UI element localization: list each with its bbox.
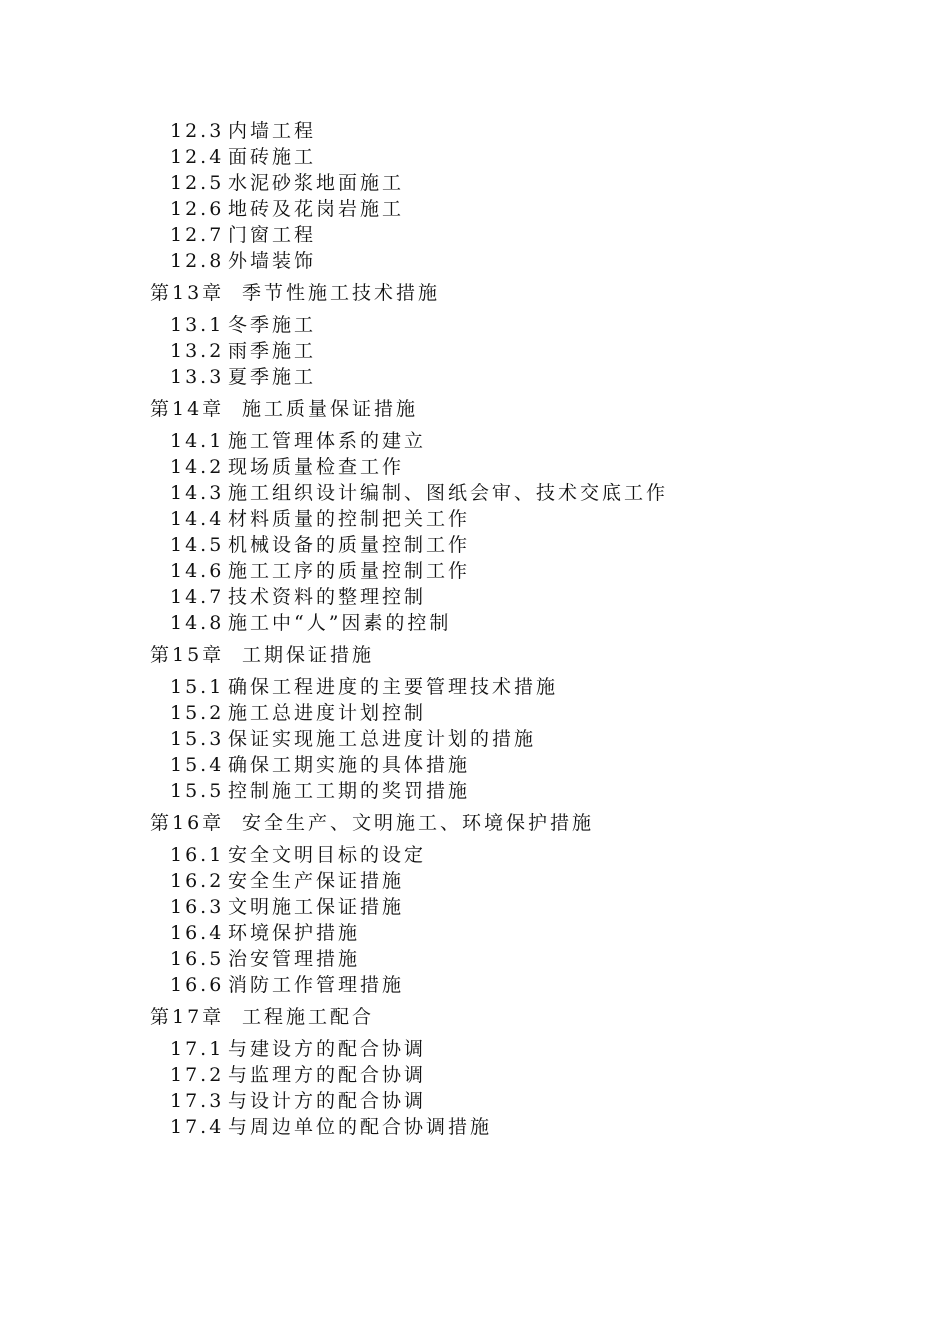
toc-group [150,642,910,804]
section-number: 12.4 [170,146,225,168]
section-number: 14.8 [170,612,225,634]
toc-section[interactable] [150,480,910,506]
chapter-title: 工期保证措施 [242,644,375,666]
section-number: 16.2 [170,870,225,892]
section-title: 施工总进度计划控制 [228,702,427,724]
section-title: 冬季施工 [228,314,317,336]
toc-group [150,1004,910,1140]
section-title: 施工工序的质量控制工作 [228,560,471,582]
toc-section[interactable] [150,946,910,972]
toc-section[interactable] [150,1036,910,1062]
section-title: 环境保护措施 [228,922,361,944]
section-title: 材料质量的控制把关工作 [228,508,471,530]
toc-section[interactable] [150,972,910,998]
section-title: 施工组织设计编制、图纸会审、技术交底工作 [228,482,669,504]
section-title: 夏季施工 [228,366,317,388]
section-title: 水泥砂浆地面施工 [228,172,405,194]
toc-section[interactable] [150,170,910,196]
section-number: 17.3 [170,1090,225,1112]
section-title: 安全文明目标的设定 [228,844,427,866]
section-title: 外墙装饰 [228,250,317,272]
toc-section[interactable] [150,920,910,946]
section-title: 面砖施工 [228,146,317,168]
section-number: 16.4 [170,922,225,944]
chapter-title: 季节性施工技术措施 [242,282,441,304]
section-number: 14.2 [170,456,225,478]
toc-section[interactable] [150,1088,910,1114]
section-number: 14.3 [170,482,225,504]
toc-section[interactable] [150,558,910,584]
chapter-title: 安全生产、文明施工、环境保护措施 [242,812,595,834]
toc-group [150,118,910,274]
section-number: 16.5 [170,948,225,970]
section-number: 17.2 [170,1064,225,1086]
toc-chapter-16[interactable] [150,810,910,836]
section-title: 确保工程进度的主要管理技术措施 [228,676,559,698]
section-number: 13.2 [170,340,225,362]
section-number: 12.8 [170,250,225,272]
section-number: 14.5 [170,534,225,556]
chapter-number: 第13章 [150,282,225,304]
toc-section[interactable] [150,1062,910,1088]
section-title: 治安管理措施 [228,948,361,970]
chapter-number: 第14章 [150,398,225,420]
toc-chapter-15[interactable] [150,642,910,668]
section-number: 15.3 [170,728,225,750]
section-number: 17.1 [170,1038,225,1060]
section-number: 17.4 [170,1116,225,1138]
toc-section[interactable] [150,700,910,726]
section-title: 保证实现施工总进度计划的措施 [228,728,537,750]
section-title: 文明施工保证措施 [228,896,405,918]
toc-section[interactable] [150,338,910,364]
toc-section[interactable] [150,752,910,778]
section-title: 消防工作管理措施 [228,974,405,996]
toc-section[interactable] [150,144,910,170]
section-title: 机械设备的质量控制工作 [228,534,471,556]
section-title: 与监理方的配合协调 [228,1064,427,1086]
section-title: 控制施工工期的奖罚措施 [228,780,471,802]
toc-section[interactable] [150,312,910,338]
section-number: 14.6 [170,560,225,582]
toc-section[interactable] [150,454,910,480]
toc-section[interactable] [150,196,910,222]
toc-section[interactable] [150,778,910,804]
section-title: 内墙工程 [228,120,317,142]
section-number: 15.5 [170,780,225,802]
section-number: 16.1 [170,844,225,866]
section-number: 12.5 [170,172,225,194]
toc-group [150,396,910,636]
section-title: 施工中“人”因素的控制 [228,612,452,634]
toc-group [150,280,910,390]
section-title: 雨季施工 [228,340,317,362]
toc-chapter-17[interactable] [150,1004,910,1030]
section-number: 13.3 [170,366,225,388]
toc-section[interactable] [150,532,910,558]
section-number: 14.1 [170,430,225,452]
toc-section[interactable] [150,364,910,390]
section-number: 16.6 [170,974,225,996]
toc-section[interactable] [150,868,910,894]
toc-section[interactable] [150,428,910,454]
table-of-contents [150,118,910,1140]
toc-chapter-14[interactable] [150,396,910,422]
toc-section[interactable] [150,674,910,700]
section-number: 12.3 [170,120,225,142]
toc-section[interactable] [150,726,910,752]
section-number: 15.4 [170,754,225,776]
toc-section[interactable] [150,506,910,532]
section-title: 与周边单位的配合协调措施 [228,1116,493,1138]
section-title: 施工管理体系的建立 [228,430,427,452]
section-title: 现场质量检查工作 [228,456,405,478]
section-number: 15.1 [170,676,225,698]
chapter-number: 第15章 [150,644,225,666]
chapter-title: 施工质量保证措施 [242,398,419,420]
toc-section[interactable] [150,1114,910,1140]
section-title: 与建设方的配合协调 [228,1038,427,1060]
toc-section[interactable] [150,610,910,636]
toc-section[interactable] [150,842,910,868]
section-number: 13.1 [170,314,225,336]
section-title: 安全生产保证措施 [228,870,405,892]
section-title: 门窗工程 [228,224,317,246]
chapter-title: 工程施工配合 [242,1006,375,1028]
toc-section[interactable] [150,118,910,144]
toc-section[interactable] [150,248,910,274]
chapter-number: 第17章 [150,1006,225,1028]
toc-chapter-13[interactable] [150,280,910,306]
chapter-number: 第16章 [150,812,225,834]
toc-group [150,810,910,998]
section-number: 14.7 [170,586,225,608]
section-number: 15.2 [170,702,225,724]
toc-section[interactable] [150,584,910,610]
section-title: 技术资料的整理控制 [228,586,427,608]
toc-section[interactable] [150,894,910,920]
section-number: 12.6 [170,198,225,220]
section-number: 12.7 [170,224,225,246]
toc-section[interactable] [150,222,910,248]
section-title: 确保工期实施的具体措施 [228,754,471,776]
section-number: 16.3 [170,896,225,918]
section-number: 14.4 [170,508,225,530]
section-title: 地砖及花岗岩施工 [228,198,405,220]
section-title: 与设计方的配合协调 [228,1090,427,1112]
